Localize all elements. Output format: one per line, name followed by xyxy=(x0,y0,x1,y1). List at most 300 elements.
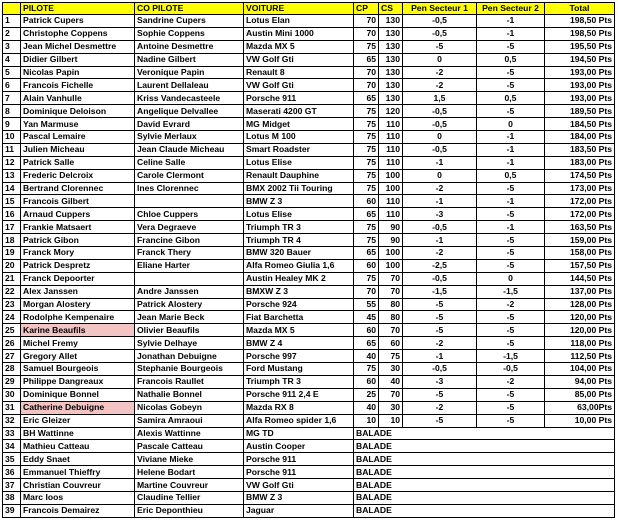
header-total: Total xyxy=(545,3,615,15)
cell-total: 193,00 Pts xyxy=(545,79,615,92)
cell-total: 194,50 Pts xyxy=(545,53,615,66)
cell-balade: BALADE xyxy=(354,491,615,504)
table-row xyxy=(3,259,615,272)
cell-pen1: -1 xyxy=(403,234,477,247)
cell-cp: 70 xyxy=(354,285,379,298)
cell-copilote xyxy=(135,272,244,285)
cell-voiture: MG TD xyxy=(244,427,354,440)
cell-copilote: Angelique Delvallee xyxy=(135,105,244,118)
cell-voiture: Austin Healey MK 2 xyxy=(244,272,354,285)
table-row xyxy=(3,15,615,28)
cell-pen1: -2 xyxy=(403,337,477,350)
cell-pen1: -1 xyxy=(403,156,477,169)
header-row xyxy=(3,3,615,15)
table-row xyxy=(3,27,615,40)
cell-pilote: Frankie Matsaert xyxy=(21,221,135,234)
cell-voiture: VW Golf Gti xyxy=(244,53,354,66)
cell-cs: 110 xyxy=(379,195,403,208)
cell-voiture: Mazda MX 5 xyxy=(244,324,354,337)
cell-total: 189,50 Pts xyxy=(545,105,615,118)
cell-voiture: Triumph TR 3 xyxy=(244,221,354,234)
cell-pilote: Philippe Dangreaux xyxy=(21,375,135,388)
cell-pen1: 0 xyxy=(403,169,477,182)
cell-cp: 75 xyxy=(354,221,379,234)
cell-num: 10 xyxy=(3,131,21,144)
cell-copilote: Eliane Harter xyxy=(135,259,244,272)
cell-cs: 100 xyxy=(379,169,403,182)
cell-pen2: -5 xyxy=(477,66,545,79)
header-cs: CS xyxy=(379,3,403,15)
cell-pen2: -5 xyxy=(477,401,545,414)
cell-num: 31 xyxy=(3,401,21,414)
cell-voiture: Mazda MX 5 xyxy=(244,40,354,53)
cell-pen2: -5 xyxy=(477,414,545,427)
table-row xyxy=(3,143,615,156)
cell-copilote: Viviane Mieke xyxy=(135,453,244,466)
cell-pilote: Eric Gleizer xyxy=(21,414,135,427)
cell-pen1: -5 xyxy=(403,324,477,337)
table-row xyxy=(3,234,615,247)
cell-voiture: Porsche 911 2,4 E xyxy=(244,388,354,401)
cell-total: 157,50 Pts xyxy=(545,259,615,272)
cell-cs: 110 xyxy=(379,118,403,131)
cell-num: 33 xyxy=(3,427,21,440)
cell-cp: 65 xyxy=(354,92,379,105)
cell-pilote: Nicolas Papin xyxy=(21,66,135,79)
table-row xyxy=(3,92,615,105)
cell-voiture: BMW Z 3 xyxy=(244,491,354,504)
cell-cs: 70 xyxy=(379,272,403,285)
cell-num: 28 xyxy=(3,363,21,376)
cell-total: 137,00 Pts xyxy=(545,285,615,298)
cell-pilote: Rodolphe Kempenaire xyxy=(21,311,135,324)
cell-cs: 100 xyxy=(379,259,403,272)
cell-total: 193,00 Pts xyxy=(545,92,615,105)
cell-voiture: Lotus M 100 xyxy=(244,131,354,144)
table-row xyxy=(3,208,615,221)
cell-pilote: Bertrand Clorennec xyxy=(21,182,135,195)
cell-total: 118,00 Pts xyxy=(545,337,615,350)
cell-cs: 70 xyxy=(379,388,403,401)
cell-total: 112,50 Pts xyxy=(545,350,615,363)
cell-total: 173,00 Pts xyxy=(545,182,615,195)
cell-pen2: -1,5 xyxy=(477,285,545,298)
cell-pen1: -0,5 xyxy=(403,118,477,131)
cell-pen1: -2,5 xyxy=(403,259,477,272)
cell-num: 38 xyxy=(3,491,21,504)
cell-cs: 130 xyxy=(379,53,403,66)
cell-num: 8 xyxy=(3,105,21,118)
cell-cs: 90 xyxy=(379,234,403,247)
cell-num: 4 xyxy=(3,53,21,66)
cell-copilote: Celine Salle xyxy=(135,156,244,169)
cell-cp: 75 xyxy=(354,169,379,182)
cell-voiture: Fiat Barchetta xyxy=(244,311,354,324)
cell-num: 30 xyxy=(3,388,21,401)
cell-total: 120,00 Pts xyxy=(545,324,615,337)
cell-num: 3 xyxy=(3,40,21,53)
cell-cs: 130 xyxy=(379,40,403,53)
cell-pilote: Didier Gilbert xyxy=(21,53,135,66)
cell-pilote: Arnaud Cuppers xyxy=(21,208,135,221)
cell-pen1: -5 xyxy=(403,311,477,324)
cell-total: 158,00 Pts xyxy=(545,247,615,260)
cell-total: 94,00 Pts xyxy=(545,375,615,388)
cell-cs: 130 xyxy=(379,66,403,79)
cell-num: 13 xyxy=(3,169,21,182)
cell-pilote: Christophe Coppens xyxy=(21,27,135,40)
cell-cp: 75 xyxy=(354,105,379,118)
cell-voiture: Jaguar xyxy=(244,504,354,517)
cell-pilote: Karine Beaufils xyxy=(21,324,135,337)
cell-cp: 75 xyxy=(354,131,379,144)
cell-copilote: Jonathan Debuigne xyxy=(135,350,244,363)
cell-voiture: Porsche 997 xyxy=(244,350,354,363)
cell-total: 198,50 Pts xyxy=(545,27,615,40)
cell-pen1: -1 xyxy=(403,195,477,208)
cell-voiture: BMX 2002 Tii Touring xyxy=(244,182,354,195)
cell-pen1: -3 xyxy=(403,375,477,388)
cell-num: 39 xyxy=(3,504,21,517)
cell-copilote: Sophie Coppens xyxy=(135,27,244,40)
table-row xyxy=(3,311,615,324)
cell-voiture: Renault Dauphine xyxy=(244,169,354,182)
table-row xyxy=(3,156,615,169)
cell-voiture: Austin Mini 1000 xyxy=(244,27,354,40)
cell-cp: 75 xyxy=(354,363,379,376)
table-row xyxy=(3,388,615,401)
table-row xyxy=(3,182,615,195)
cell-pilote: Patrick Cupers xyxy=(21,15,135,28)
cell-pilote: Jean Michel Desmettre xyxy=(21,40,135,53)
cell-cs: 130 xyxy=(379,15,403,28)
cell-pen2: -1 xyxy=(477,221,545,234)
cell-pen2: -5 xyxy=(477,105,545,118)
cell-pen2: -1 xyxy=(477,27,545,40)
cell-total: 163,50 Pts xyxy=(545,221,615,234)
cell-num: 21 xyxy=(3,272,21,285)
cell-total: 144,50 Pts xyxy=(545,272,615,285)
table-row xyxy=(3,118,615,131)
table-row xyxy=(3,440,615,453)
cell-pen1: -0,5 xyxy=(403,363,477,376)
cell-pen1: 0 xyxy=(403,131,477,144)
cell-cp: 75 xyxy=(354,143,379,156)
cell-pilote: Michel Fremy xyxy=(21,337,135,350)
cell-voiture: Porsche 911 xyxy=(244,92,354,105)
cell-pen1: -0,5 xyxy=(403,27,477,40)
cell-copilote: Stephanie Bourgeois xyxy=(135,363,244,376)
cell-cs: 70 xyxy=(379,324,403,337)
cell-pen2: -5 xyxy=(477,234,545,247)
cell-voiture: Lotus Elise xyxy=(244,156,354,169)
cell-cp: 70 xyxy=(354,27,379,40)
cell-copilote: Nadine Gilbert xyxy=(135,53,244,66)
cell-num: 14 xyxy=(3,182,21,195)
cell-copilote: Helene Bodart xyxy=(135,466,244,479)
cell-voiture: Triumph TR 3 xyxy=(244,375,354,388)
cell-total: 172,00 Pts xyxy=(545,195,615,208)
cell-copilote: Andre Janssen xyxy=(135,285,244,298)
cell-copilote: Patrick Alostery xyxy=(135,298,244,311)
cell-pen1: -2 xyxy=(403,66,477,79)
cell-num: 32 xyxy=(3,414,21,427)
cell-pen1: 1,5 xyxy=(403,92,477,105)
table-row xyxy=(3,491,615,504)
table-row xyxy=(3,414,615,427)
cell-pen2: -5 xyxy=(477,40,545,53)
cell-cp: 75 xyxy=(354,272,379,285)
cell-pen1: -0,5 xyxy=(403,272,477,285)
cell-num: 34 xyxy=(3,440,21,453)
cell-pen2: 0,5 xyxy=(477,92,545,105)
cell-voiture: Lotus Elise xyxy=(244,208,354,221)
cell-cp: 75 xyxy=(354,234,379,247)
cell-balade: BALADE xyxy=(354,453,615,466)
table-row xyxy=(3,40,615,53)
table-row xyxy=(3,363,615,376)
cell-total: 10,00 Pts xyxy=(545,414,615,427)
cell-num: 35 xyxy=(3,453,21,466)
cell-pilote: Frederic Delcroix xyxy=(21,169,135,182)
cell-cs: 100 xyxy=(379,247,403,260)
cell-pilote: Patrick Salle xyxy=(21,156,135,169)
table-row xyxy=(3,298,615,311)
cell-pen2: -1 xyxy=(477,15,545,28)
cell-pen2: -5 xyxy=(477,182,545,195)
cell-copilote: Eric Deponthieu xyxy=(135,504,244,517)
cell-cs: 80 xyxy=(379,298,403,311)
cell-pen1: -0,5 xyxy=(403,143,477,156)
table-row xyxy=(3,285,615,298)
cell-num: 7 xyxy=(3,92,21,105)
cell-voiture: Lotus Elan xyxy=(244,15,354,28)
cell-cs: 110 xyxy=(379,156,403,169)
cell-voiture: Alfa Romeo spider 1,6 xyxy=(244,414,354,427)
cell-num: 11 xyxy=(3,143,21,156)
cell-cp: 75 xyxy=(354,156,379,169)
cell-num: 9 xyxy=(3,118,21,131)
cell-pen2: -2 xyxy=(477,298,545,311)
cell-copilote: Vera Degraeve xyxy=(135,221,244,234)
cell-pen1: -2 xyxy=(403,182,477,195)
cell-total: 159,00 Pts xyxy=(545,234,615,247)
cell-copilote: Francois Raullet xyxy=(135,375,244,388)
cell-cs: 75 xyxy=(379,350,403,363)
table-row xyxy=(3,66,615,79)
table-row xyxy=(3,131,615,144)
cell-cp: 40 xyxy=(354,401,379,414)
cell-cs: 130 xyxy=(379,27,403,40)
cell-pen2: 0,5 xyxy=(477,169,545,182)
cell-copilote: Jean Marie Beck xyxy=(135,311,244,324)
table-row xyxy=(3,337,615,350)
cell-pilote: BH Wattinne xyxy=(21,427,135,440)
cell-voiture: VW Golf Gti xyxy=(244,79,354,92)
cell-copilote: Ines Clorennec xyxy=(135,182,244,195)
cell-voiture: Smart Roadster xyxy=(244,143,354,156)
cell-pen1: -0,5 xyxy=(403,15,477,28)
cell-voiture: BMW 320 Bauer xyxy=(244,247,354,260)
cell-pen2: -5 xyxy=(477,388,545,401)
cell-pilote: Francois Demairez xyxy=(21,504,135,517)
cell-pen1: -2 xyxy=(403,401,477,414)
cell-balade: BALADE xyxy=(354,466,615,479)
cell-total: 183,50 Pts xyxy=(545,143,615,156)
cell-copilote: Martine Couvreur xyxy=(135,479,244,492)
table-row xyxy=(3,79,615,92)
cell-pilote: Alex Janssen xyxy=(21,285,135,298)
cell-voiture: Porsche 924 xyxy=(244,298,354,311)
cell-num: 22 xyxy=(3,285,21,298)
cell-pen2: 0,5 xyxy=(477,53,545,66)
cell-cp: 65 xyxy=(354,53,379,66)
table-row xyxy=(3,427,615,440)
cell-voiture: Mazda RX 8 xyxy=(244,401,354,414)
cell-pen2: 0 xyxy=(477,118,545,131)
cell-num: 29 xyxy=(3,375,21,388)
cell-num: 2 xyxy=(3,27,21,40)
cell-pilote: Yan Marmuse xyxy=(21,118,135,131)
cell-voiture: Ford Mustang xyxy=(244,363,354,376)
cell-num: 15 xyxy=(3,195,21,208)
cell-pen2: -1,5 xyxy=(477,350,545,363)
cell-pen1: -5 xyxy=(403,40,477,53)
cell-pilote: Marc Ioos xyxy=(21,491,135,504)
cell-pilote: Christian Couvreur xyxy=(21,479,135,492)
cell-cp: 45 xyxy=(354,311,379,324)
cell-total: 85,00 Pts xyxy=(545,388,615,401)
cell-pen2: -1 xyxy=(477,143,545,156)
cell-copilote: Jean Claude Micheau xyxy=(135,143,244,156)
cell-voiture: BMW Z 4 xyxy=(244,337,354,350)
cell-pilote: Emmanuel Thieffry xyxy=(21,466,135,479)
cell-pilote: Catherine Debuigne xyxy=(21,401,135,414)
cell-pen2: -5 xyxy=(477,208,545,221)
cell-total: 193,00 Pts xyxy=(545,66,615,79)
cell-voiture: BMXW Z 3 xyxy=(244,285,354,298)
cell-voiture: Alfa Romeo Giulia 1,6 xyxy=(244,259,354,272)
cell-cp: 60 xyxy=(354,195,379,208)
table-row xyxy=(3,105,615,118)
cell-voiture: VW Golf Gti xyxy=(244,479,354,492)
table-row xyxy=(3,272,615,285)
cell-pilote: Alain Vanhulle xyxy=(21,92,135,105)
cell-num: 23 xyxy=(3,298,21,311)
cell-cp: 70 xyxy=(354,15,379,28)
table-row xyxy=(3,466,615,479)
table-row xyxy=(3,195,615,208)
cell-total: 128,00 Pts xyxy=(545,298,615,311)
cell-num: 19 xyxy=(3,247,21,260)
cell-cs: 80 xyxy=(379,311,403,324)
cell-cs: 130 xyxy=(379,92,403,105)
cell-pen1: 0 xyxy=(403,53,477,66)
cell-total: 104,00 Pts xyxy=(545,363,615,376)
cell-pen1: -0,5 xyxy=(403,221,477,234)
cell-cp: 75 xyxy=(354,118,379,131)
cell-pen1: -2 xyxy=(403,247,477,260)
results-table xyxy=(2,2,615,518)
cell-pen2: -1 xyxy=(477,156,545,169)
cell-cp: 25 xyxy=(354,388,379,401)
cell-pen2: -0,5 xyxy=(477,363,545,376)
cell-cs: 70 xyxy=(379,285,403,298)
cell-num: 16 xyxy=(3,208,21,221)
cell-pen2: -1 xyxy=(477,131,545,144)
cell-cs: 90 xyxy=(379,221,403,234)
cell-cs: 10 xyxy=(379,414,403,427)
cell-total: 184,50 Pts xyxy=(545,118,615,131)
cell-copilote: Sylvie Merlaux xyxy=(135,131,244,144)
cell-copilote: Pascale Catteau xyxy=(135,440,244,453)
cell-copilote: Alexis Wattinne xyxy=(135,427,244,440)
cell-pen2: -5 xyxy=(477,79,545,92)
table-row xyxy=(3,221,615,234)
cell-total: 172,00 Pts xyxy=(545,208,615,221)
cell-copilote: Chloe Cuppers xyxy=(135,208,244,221)
cell-pen1: -3 xyxy=(403,208,477,221)
cell-cp: 70 xyxy=(354,79,379,92)
cell-cp: 70 xyxy=(354,66,379,79)
header-cp: CP xyxy=(354,3,379,15)
cell-balade: BALADE xyxy=(354,440,615,453)
cell-num: 5 xyxy=(3,66,21,79)
header-pen1: Pen Secteur 1 xyxy=(403,3,477,15)
cell-cp: 60 xyxy=(354,259,379,272)
header-copilote: CO PILOTE xyxy=(135,3,244,15)
cell-pen2: 0 xyxy=(477,272,545,285)
cell-voiture: Maserati 4200 GT xyxy=(244,105,354,118)
cell-cp: 75 xyxy=(354,40,379,53)
cell-copilote: Samira Amraoui xyxy=(135,414,244,427)
cell-num: 25 xyxy=(3,324,21,337)
cell-pilote: Gregory Allet xyxy=(21,350,135,363)
cell-pilote: Julien Micheau xyxy=(21,143,135,156)
header-pen2: Pen Secteur 2 xyxy=(477,3,545,15)
cell-copilote: Sylvie Delhaye xyxy=(135,337,244,350)
cell-cs: 30 xyxy=(379,363,403,376)
cell-cp: 60 xyxy=(354,324,379,337)
cell-copilote: Olivier Beaufils xyxy=(135,324,244,337)
cell-pilote: Francois Gilbert xyxy=(21,195,135,208)
cell-copilote xyxy=(135,195,244,208)
table-row xyxy=(3,324,615,337)
cell-copilote: Laurent Dellaleau xyxy=(135,79,244,92)
cell-total: 174,50 Pts xyxy=(545,169,615,182)
cell-pen2: -5 xyxy=(477,311,545,324)
cell-pen2: -2 xyxy=(477,375,545,388)
cell-copilote: Nathalie Bonnel xyxy=(135,388,244,401)
cell-voiture: Porsche 911 xyxy=(244,466,354,479)
table-row xyxy=(3,169,615,182)
cell-cp: 65 xyxy=(354,337,379,350)
cell-cp: 65 xyxy=(354,208,379,221)
cell-pilote: Patrick Gibon xyxy=(21,234,135,247)
cell-num: 36 xyxy=(3,466,21,479)
cell-copilote: Claudine Tellier xyxy=(135,491,244,504)
cell-pilote: Francois Fichelle xyxy=(21,79,135,92)
cell-num: 1 xyxy=(3,15,21,28)
cell-num: 18 xyxy=(3,234,21,247)
cell-cs: 60 xyxy=(379,337,403,350)
results-body xyxy=(3,15,615,518)
cell-pen1: -1,5 xyxy=(403,285,477,298)
cell-cs: 100 xyxy=(379,182,403,195)
cell-voiture: BMW Z 3 xyxy=(244,195,354,208)
table-row xyxy=(3,350,615,363)
cell-voiture: Porsche 911 xyxy=(244,453,354,466)
